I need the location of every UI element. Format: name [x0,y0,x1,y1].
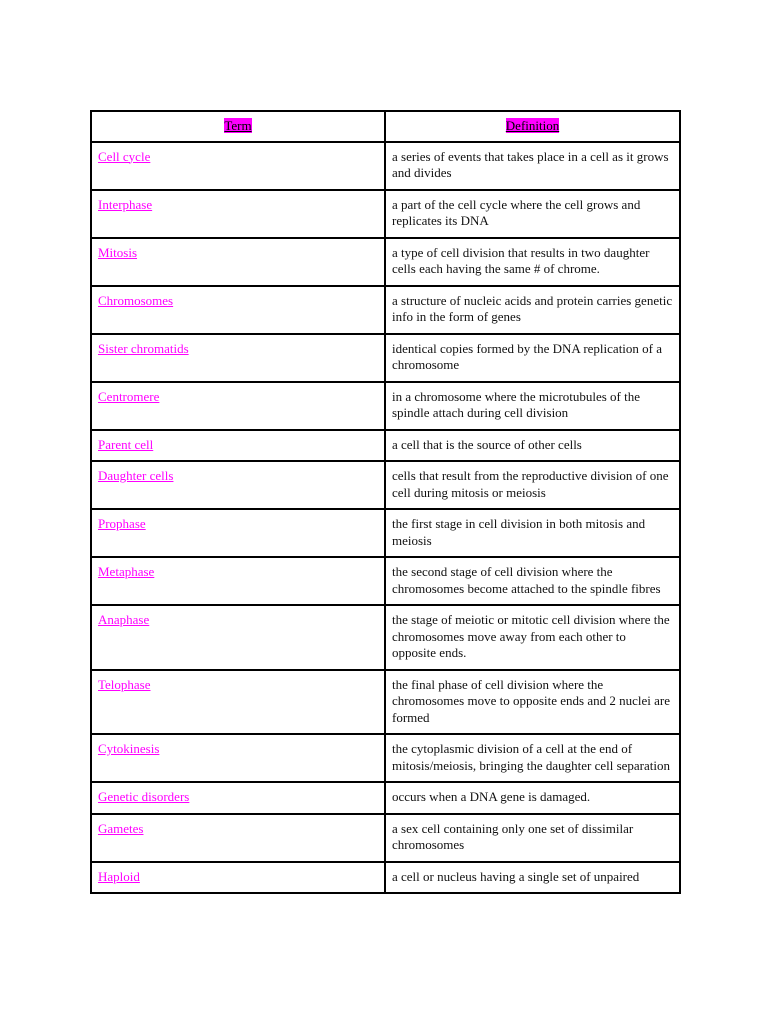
definition-cell: cells that result from the reproductive division of one cell during mitosis or meiosis [385,461,680,509]
term-link[interactable]: Mitosis [98,244,138,260]
term-link[interactable]: Daughter cells [98,468,174,483]
term-cell [91,605,385,670]
table-row [91,734,680,782]
term-link[interactable]: Haploid [98,868,140,884]
term-link[interactable]: Metaphase [98,564,155,579]
definition-cell: a sex cell containing only one set of dissimilar chromosomes [385,814,680,862]
table-row [91,670,680,735]
term-cell [91,190,385,238]
definition-cell: a series of events that takes place in a cell as it grows and divides [385,142,680,190]
term-link[interactable]: Telophase [98,676,151,692]
term-link[interactable]: Parent cell [98,436,154,452]
term-cell [91,814,385,862]
term-cell [91,670,385,735]
definition-cell: the first stage in cell division in both mitosis and meiosis [385,509,680,557]
term-cell [91,461,385,509]
term-cell [91,286,385,334]
definition-cell: occurs when a DNA gene is damaged. [385,782,680,814]
table-row [91,286,680,334]
definition-cell: the second stage of cell division where the chromosomes become attached to the spindle fibres [385,557,680,605]
term-link[interactable]: Sister chromatids [98,340,189,356]
term-link[interactable]: Interphase [98,196,153,212]
table-row [91,557,680,605]
table-row [91,334,680,382]
term-link[interactable]: Chromosomes [98,292,174,308]
definition-cell: the stage of meiotic or mitotic cell division where the chromosomes move away from each other to opposite ends. [385,605,680,670]
definition-cell: the final phase of cell division where the chromosomes move to opposite ends and 2 nuclei are formed [385,670,680,735]
term-cell [91,334,385,382]
table-row [91,238,680,286]
definition-cell: in a chromosome where the microtubules of the spindle attach during cell division [385,382,680,430]
definition-cell: a cell that is the source of other cells [385,430,680,462]
header-term-cell [91,111,385,142]
term-cell [91,862,385,894]
term-link[interactable]: Cell cycle [98,148,151,164]
definition-cell: a structure of nucleic acids and protein carries genetic info in the form of genes [385,286,680,334]
term-link[interactable]: Prophase [98,516,146,531]
term-cell [91,734,385,782]
term-cell [91,238,385,286]
term-link[interactable]: Genetic disorders [98,789,190,804]
definition-cell: identical copies formed by the DNA replication of a chromosome [385,334,680,382]
header-definition-cell [385,111,680,142]
term-cell [91,509,385,557]
term-link[interactable]: Centromere [98,388,160,404]
header-row [91,111,680,142]
table-row [91,461,680,509]
table-row [91,862,680,894]
table-row [91,430,680,462]
glossary-table [90,110,681,894]
table-row [91,782,680,814]
definition-cell: the cytoplasmic division of a cell at the end of mitosis/meiosis, bringing the daughter cell separation [385,734,680,782]
table-row [91,142,680,190]
table-row [91,190,680,238]
definition-cell: a part of the cell cycle where the cell grows and replicates its DNA [385,190,680,238]
table-row [91,605,680,670]
term-cell [91,557,385,605]
term-link[interactable]: Gametes [98,820,144,836]
header-term-label: Term [224,118,252,133]
term-link[interactable]: Cytokinesis [98,741,160,756]
definition-cell: a cell or nucleus having a single set of unpaired [385,862,680,894]
definition-cell: a type of cell division that results in two daughter cells each having the same # of chrome. [385,238,680,286]
term-cell [91,430,385,462]
header-definition-label: Definition [505,118,560,133]
table-row [91,382,680,430]
table-row [91,509,680,557]
term-cell [91,782,385,814]
term-cell [91,382,385,430]
term-link[interactable]: Anaphase [98,612,150,627]
term-cell [91,142,385,190]
table-row [91,814,680,862]
